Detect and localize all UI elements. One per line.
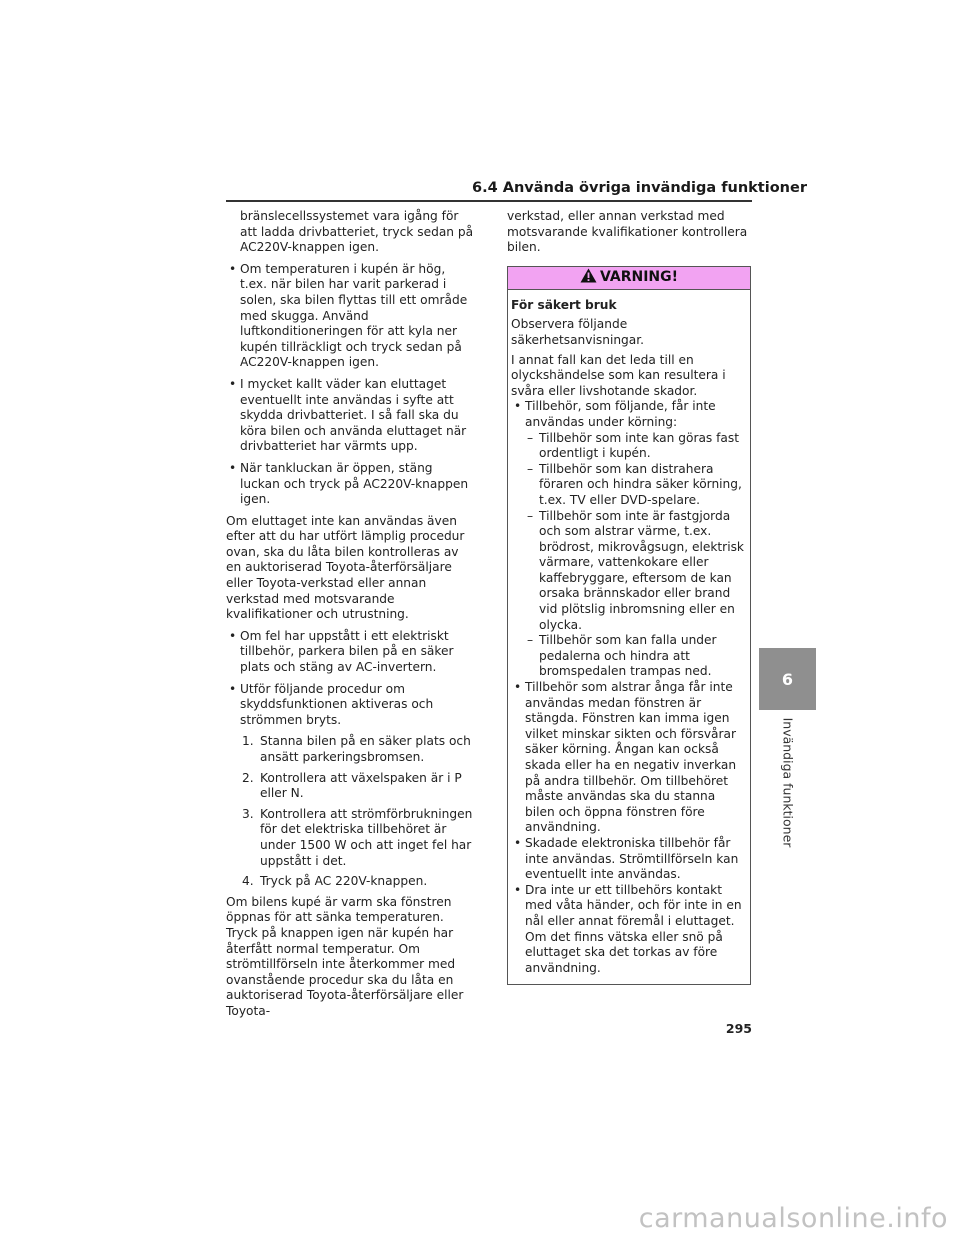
continued-text: bränslecellssystemet vara igång för att ladda drivbatteriet, tryck sedan på AC220V-knappen igen. [240,209,474,255]
paragraph: verkstad, eller annan verkstad med motsvarande kvalifikationer kontrollera bilen. [507,209,748,255]
procedure-step [226,734,476,765]
procedure-step [226,807,476,869]
list-item: • Om temperaturen i kupén är hög, t.ex. när bilen har varit parkerad i solen, ska bilen flyttas till ett område med skugga. Använd luftkonditioneringen för att kyla ner kupén tillräckligt och tryck sedan på AC220V-knappen igen. [226,262,476,371]
chapter-tab [759,648,816,710]
warning-triangle-icon [580,268,597,288]
chapter-label-container [759,715,816,850]
step-number: 2. [242,770,254,785]
warning-sub-item: – Tillbehör som kan distrahera föraren och hindra säker körning, t.ex. TV eller DVD-spelare. [511,462,744,509]
step-text: Kontrollera att strömförbrukningen för det elektriska tillbehöret är under 1500 W och att inget fel har uppstått i det. [260,806,473,868]
header-divider [226,200,752,202]
warning-box [507,266,751,986]
list-item: • Utför följande procedur om skyddsfunktionen aktiveras och strömmen bryts. [226,682,476,729]
warning-sub-item: – Tillbehör som kan falla under pedalerna och hindra att bromspedalen trampas ned. [511,633,744,680]
watermark: carmanualsonline.info [638,1203,948,1234]
step-number: 1. [242,734,254,749]
warning-list-item: • Tillbehör, som följande, får inte användas under körning: [511,399,744,430]
warning-intro: Observera följande säkerhetsanvisningar. [511,317,645,347]
warning-intro: I annat fall kan det leda till en olyckshändelse som kan resultera i svåra eller livshotande skador. [511,352,726,398]
warning-list-item: • Tillbehör som alstrar ånga får inte användas medan fönstren är stängda. Fönstren kan imma igen vilket minskar sikten och försvårar säker körning. Ångan kan också skada eller ha en negativ inverkan på andra tillbehör. Om tillbehöret måste användas ska du stanna bilen och öppna fönstren före användning. [511,680,744,836]
warning-subtitle: För säkert bruk [511,297,617,312]
warning-header [508,267,750,290]
list-item: • När tankluckan är öppen, stäng luckan och tryck på AC220V-knappen igen. [226,461,476,508]
warning-body [508,290,750,985]
warning-list-item: • Dra inte ur ett tillbehörs kontakt med våta händer, och för inte in en nål eller annat föremål i eluttaget. Om det finns vätska eller snö på eluttaget ska det torkas av före användning. [511,883,744,977]
step-number: 3. [242,806,254,821]
page-number: 295 [725,1021,752,1036]
procedure-step [226,771,476,802]
right-column [507,209,751,985]
warning-sub-item: – Tillbehör som inte är fastgjorda och som alstrar värme, t.ex. brödrost, mikrovågsugn, elektrisk värmare, vattenkokare eller kaffebryggare, eftersom de kan orsaka brännskador eller brand vid plötslig inbromsning eller en olycka. [511,509,744,634]
warning-sub-item: – Tillbehör som inte kan göras fast ordentligt i kupén. [511,431,744,462]
step-text: Kontrollera att växelspaken är i P eller N. [260,770,462,801]
chapter-label: Invändiga funktioner [780,717,796,848]
list-item: • I mycket kallt väder kan eluttaget eventuellt inte användas i syfte att skydda drivbatteriet. I så fall ska du köra bilen och använda eluttaget när drivbatteriet har värmts upp. [226,377,476,455]
warning-list-item: • Skadade elektroniska tillbehör får inte användas. Strömtillförseln kan eventuellt inte användas. [511,836,744,883]
paragraph: Om bilens kupé är varm ska fönstren öppnas för att sänka temperaturen. Tryck på knappen igen när kupén har återfått normal temperatur. Om strömtillförseln inte återkommer med ovanstående procedur ska du låta en auktoriserad Toyota-återförsäljare eller Toyota- [226,894,464,1018]
paragraph: Om eluttaget inte kan användas även efter att du har utfört lämplig procedur ovan, ska du låta bilen kontrolleras av en auktoriserad Toyota-återförsäljare eller Toyota-verkstad eller annan verkstad med motsvarande kvalifikationer och utrustning. [226,513,465,622]
step-text: Tryck på AC 220V-knappen. [260,874,428,889]
procedure-step [226,874,476,890]
list-item: • Om fel har uppstått i ett elektriskt tillbehör, parkera bilen på en säker plats och stäng av AC-invertern. [226,629,476,676]
warning-label: VARNING! [599,268,679,285]
step-text: Stanna bilen på en säker plats och ansätt parkeringsbromsen. [260,734,471,764]
chapter-number: 6 [781,669,794,689]
left-column [226,209,476,1026]
step-number: 4. [242,874,254,889]
section-title: 6.4 Använda övriga invändiga funktioner [472,180,807,196]
